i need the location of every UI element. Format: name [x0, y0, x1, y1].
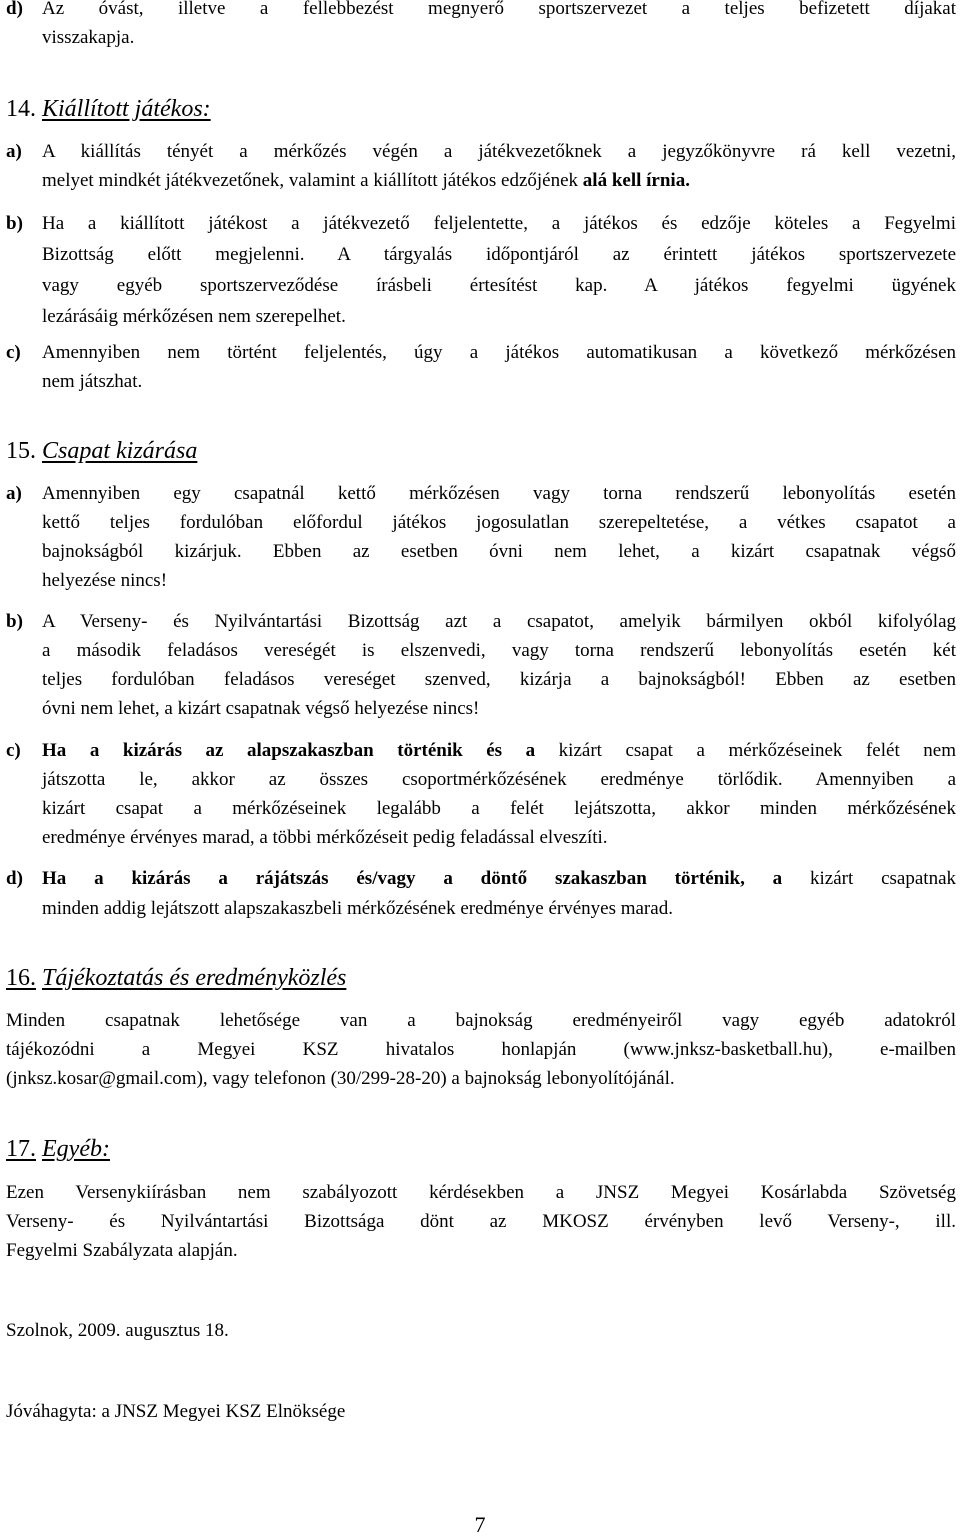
item-label: b) [6, 611, 23, 632]
section-title: Egyéb: [42, 1136, 110, 1162]
page-number: 7 [474, 1512, 486, 1537]
sec15-item-d [6, 864, 956, 924]
text-span: melyet mindkét játékvezetőnek, valamint a kiállított játékos edzőjének [42, 170, 583, 191]
item-label: b) [6, 213, 23, 234]
text-line: Amennyiben nem történt feljelentés, úgy a játékos automatikusan a következő mérkőzésen [42, 342, 956, 363]
text-span: kizárt csapatnak [782, 868, 956, 889]
sec16-body [6, 1006, 956, 1093]
sec15-item-c [6, 736, 956, 852]
section-heading-15 [6, 436, 956, 466]
text-line: teljes fordulóban feladásos vereséget szenved, kizárja a bajnokságból! Ebben az esetben [42, 669, 956, 690]
text-line: Amennyiben egy csapatnál kettő mérkőzésen vagy torna rendszerű lebonyolítás esetén [42, 483, 956, 504]
text-line: óvni nem lehet, a kizárt csapatnak végső helyezése nincs! [42, 698, 480, 719]
text-line [42, 736, 956, 765]
section-title: Csapat kizárása [42, 438, 198, 464]
section-number: 15. [6, 438, 36, 464]
text-line: Ezen Versenykiírásban nem szabályozott kérdésekben a JNSZ Megyei Kosárlabda Szövetség [6, 1182, 956, 1203]
sec14-item-b [6, 208, 956, 332]
item-label: a) [6, 483, 22, 504]
text-line: (jnksz.kosar@gmail.com), vagy telefonon (30/299-28-20) a bajnokság lebonyolítójánál. [6, 1068, 675, 1089]
sec14-item-c [6, 338, 956, 396]
section-number: 14. [6, 96, 36, 122]
text-line: Minden csapatnak lehetősége van a bajnokság eredményeiről vagy egyéb adatokról [6, 1010, 956, 1031]
bold-text: alá kell írnia. [582, 170, 690, 191]
item-label: c) [6, 740, 21, 761]
text-line: Fegyelmi Szabályzata alapján. [6, 1240, 238, 1261]
approval-line: Jóváhagyta: a JNSZ Megyei KSZ Elnöksége [6, 1401, 346, 1422]
section-number: 16. [6, 965, 36, 991]
text-line: kizárt csapat a mérkőzéseinek legalább a felét lejátszotta, akkor minden mérkőzésének [42, 798, 956, 819]
text-line: Ha a kiállított játékost a játékvezető feljelentette, a játékos és edzője köteles a Fegyelmi [42, 213, 956, 234]
sec13-item-d [6, 0, 956, 52]
text-line: vagy egyéb sportszerveződése írásbeli értesítést kap. A játékos fegyelmi ügyének [42, 275, 956, 296]
item-label: c) [6, 342, 21, 363]
text-span: kizárt csapat a mérkőzéseinek felét nem [535, 740, 956, 761]
section-heading-17 [6, 1134, 956, 1164]
item-label: d) [6, 868, 23, 889]
section-heading-16 [6, 963, 956, 993]
section-title: Kiállított játékos: [42, 96, 211, 122]
text-line: Az óvást, illetve a fellebbezést megnyerő sportszervezet a teljes befizetett díjakat [42, 0, 956, 19]
sec17-body [6, 1178, 956, 1265]
text-line: helyezése nincs! [42, 570, 168, 591]
text-line: visszakapja. [42, 27, 135, 48]
place-date: Szolnok, 2009. augusztus 18. [6, 1320, 229, 1341]
item-label: d) [6, 0, 23, 19]
text-line: nem játszhat. [42, 371, 143, 392]
sec15-item-a [6, 479, 956, 595]
text-line: tájékozódni a Megyei KSZ hivatalos honlapján (www.jnksz-basketball.hu), e-mailben [6, 1039, 956, 1060]
text-line: A Verseny- és Nyilvántartási Bizottság azt a csapatot, amelyik bármilyen okból kifolyólag [42, 611, 956, 632]
text-line: játszotta le, akkor az összes csoportmérkőzésének eredménye törlődik. Amennyiben a [42, 769, 956, 790]
text-line [42, 864, 956, 894]
bold-text: Ha a kizárás az alapszakaszban történik és a [42, 740, 536, 761]
text-line: A kiállítás tényét a mérkőzés végén a játékvezetőknek a jegyzőkönyvre rá kell vezetni, [42, 141, 956, 162]
sec15-item-b [6, 607, 956, 723]
section-heading-14 [6, 94, 956, 124]
text-line: a második feladásos vereségét is elszenvedi, vagy torna rendszerű lebonyolítás esetén két [42, 640, 956, 661]
text-line: Verseny- és Nyilvántartási Bizottsága dönt az MKOSZ érvényben levő Verseny-, ill. [6, 1211, 956, 1232]
text-line: kettő teljes fordulóban előfordul játékos jogosulatlan szerepeltetése, a vétkes csapatot a [42, 512, 956, 533]
section-title: Tájékoztatás és eredményközlés [42, 965, 347, 991]
text-line: Bizottság előtt megjelenni. A tárgyalás időpontjáról az érintett játékos sportszervezete [42, 244, 956, 265]
sec14-item-a [6, 137, 956, 195]
bold-text: Ha a kizárás a rájátszás és/vagy a döntő szakaszban történik, a [42, 868, 783, 889]
item-label: a) [6, 141, 22, 162]
text-line [42, 166, 956, 195]
text-line: lezárásáig mérkőzésen nem szerepelhet. [42, 306, 346, 327]
text-line: bajnokságból kizárjuk. Ebben az esetben óvni nem lehet, a kizárt csapatnak végső [42, 541, 956, 562]
text-line: minden addig lejátszott alapszakaszbeli mérkőzésének eredménye érvényes marad. [42, 898, 673, 919]
text-line: eredménye érvényes marad, a többi mérkőzéseit pedig feladással elveszíti. [42, 827, 608, 848]
section-number: 17. [6, 1136, 36, 1162]
